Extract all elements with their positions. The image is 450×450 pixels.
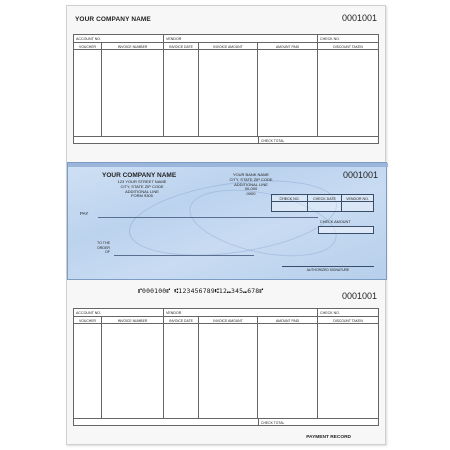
- column-cell: [74, 324, 102, 418]
- column-cell: [74, 50, 102, 136]
- payee-line: [114, 255, 254, 256]
- column-header: DISCOUNT TAKEN: [333, 44, 363, 49]
- address-line: CITY, STATE ZIP CODE: [120, 183, 164, 189]
- stub-footer: [74, 418, 378, 425]
- check-no-header: CHECK NO.: [272, 195, 308, 201]
- column-cell: [164, 324, 199, 418]
- check-body: [67, 162, 387, 280]
- stub-column-headers: [74, 43, 378, 50]
- check-date-cell: [308, 202, 342, 211]
- stub-check-number: 0001001: [341, 291, 377, 301]
- check-no-label: CHECK NO.: [320, 36, 340, 41]
- micr-line: ⑈000100⑈ ⑆123456789⑆12⑉345⑉678⑈: [138, 287, 264, 295]
- check-no-label: CHECK NO.: [320, 310, 340, 315]
- check-total-label: CHECK TOTAL: [258, 137, 378, 143]
- column-header: INVOICE NUMBER: [102, 317, 164, 323]
- vendor-no-cell: [342, 202, 373, 211]
- check-form-sheet: [66, 5, 386, 445]
- bank-line: ADDITIONAL LINE: [234, 181, 268, 187]
- account-no-label: ACCOUNT NO.: [74, 35, 164, 42]
- column-cell: [199, 324, 258, 418]
- stub-header-row: [74, 35, 378, 43]
- column-header: INVOICE DATE: [164, 43, 199, 49]
- signature-label: AUTHORIZED SIGNATURE: [306, 268, 350, 272]
- address-line: FORM 9305: [131, 193, 153, 199]
- stub-body: [74, 324, 378, 418]
- check-amount-box: [318, 226, 374, 234]
- order-line: TO THE: [96, 241, 110, 245]
- column-header: DISCOUNT TAKEN: [333, 318, 363, 323]
- check-total-label: CHECK TOTAL: [258, 419, 378, 425]
- company-address: [102, 180, 182, 199]
- check-top-bar: [68, 163, 388, 167]
- check-date-header: CHECK DATE: [308, 195, 342, 201]
- check-no-cell: [272, 202, 308, 211]
- stub-check-number: 0001001: [341, 13, 377, 23]
- column-cell: [318, 324, 378, 418]
- column-cell: [102, 50, 164, 136]
- column-cell: [318, 50, 378, 136]
- stub-footer: [74, 136, 378, 143]
- bank-line: CITY, STATE ZIP CODE: [229, 176, 273, 182]
- column-cell: [164, 50, 199, 136]
- column-header: INVOICE NUMBER: [102, 43, 164, 49]
- bank-line: 00-000: [244, 186, 258, 192]
- order-line: ORDER: [97, 245, 110, 250]
- check-amount-label: CHECK AMOUNT: [320, 220, 351, 224]
- check-company-name: YOUR COMPANY NAME: [102, 172, 177, 179]
- column-cell: [102, 324, 164, 418]
- column-header: INVOICE DATE: [164, 317, 199, 323]
- column-header: AMOUNT PAID: [258, 317, 318, 323]
- bank-line: YOUR BANK NAME: [232, 172, 270, 177]
- bank-line: 0000: [246, 191, 256, 197]
- column-header: VOUCHER: [74, 43, 102, 49]
- vendor-label: VENDOR: [164, 309, 318, 316]
- account-no-label: ACCOUNT NO.: [74, 309, 164, 316]
- column-header: INVOICE AMOUNT: [199, 317, 258, 323]
- vendor-label: VENDOR: [164, 35, 318, 42]
- column-header: VOUCHER: [74, 317, 102, 323]
- column-header: AMOUNT PAID: [258, 43, 318, 49]
- order-line: OF: [105, 250, 110, 255]
- order-label: [86, 241, 110, 255]
- stub-company-name: YOUR COMPANY NAME: [75, 16, 151, 23]
- column-cell: [258, 50, 318, 136]
- column-cell: [199, 50, 258, 136]
- payment-record-label: PAYMENT RECORD: [306, 435, 351, 440]
- stub-header-row: [74, 309, 378, 317]
- bottom-stub-table: [73, 308, 379, 426]
- stub-column-headers: [74, 317, 378, 324]
- column-header: INVOICE AMOUNT: [199, 43, 258, 49]
- signature-line: [282, 266, 374, 267]
- footer-blank: [74, 137, 258, 143]
- check-info-box: [271, 194, 374, 212]
- pay-line: [98, 217, 318, 218]
- pay-label: PAY: [80, 211, 89, 216]
- column-cell: [258, 324, 318, 418]
- footer-blank: [74, 419, 258, 425]
- address-line: ADDITIONAL LINE: [125, 188, 159, 194]
- address-line: 123 YOUR STREET NAME: [117, 179, 167, 184]
- top-stub-table: [73, 34, 379, 144]
- vendor-no-header: VENDOR NO.: [346, 196, 369, 201]
- check-number: 0001001: [342, 170, 378, 180]
- stub-body: [74, 50, 378, 136]
